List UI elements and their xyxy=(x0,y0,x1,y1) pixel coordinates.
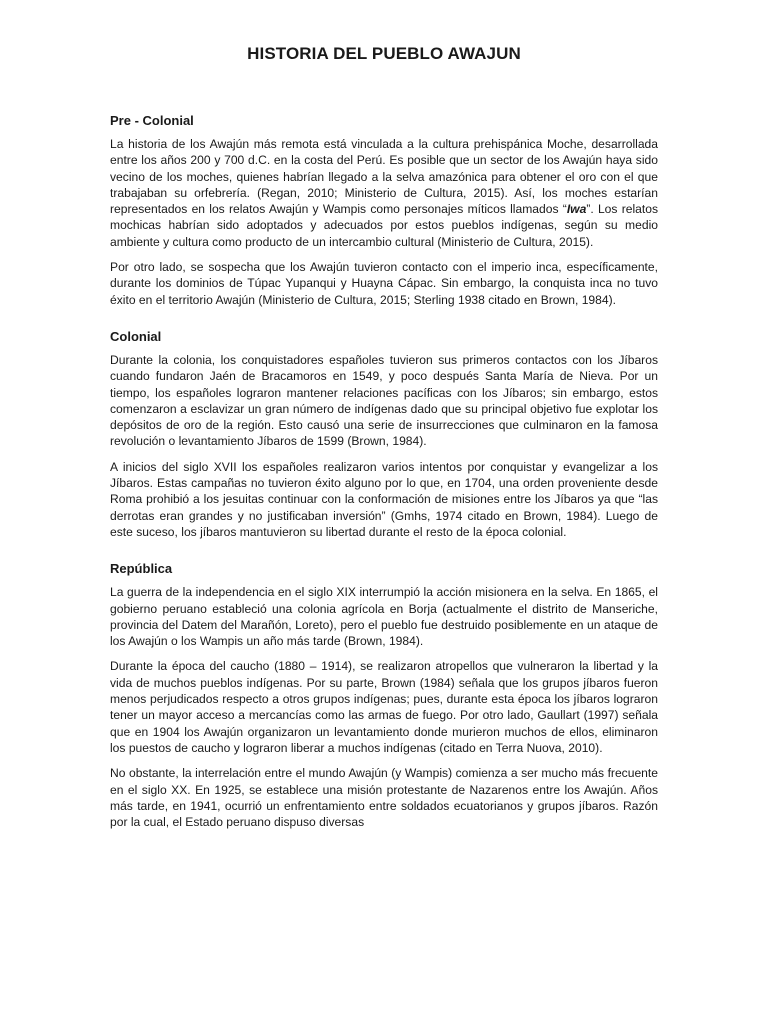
section-heading: Pre - Colonial xyxy=(110,113,194,128)
section-pre-colonial xyxy=(110,112,658,308)
section-heading: República xyxy=(110,561,173,577)
section-heading: Colonial xyxy=(110,328,162,344)
paragraph: A inicios del siglo XVII los españoles realizaron varios intentos por conquistar y evangelizar a los Jíbaros. Estas campañas no tuvieron éxito alguno por lo que, en 1704, una orden proveniente desde Roma prohibió a los jesuitas continuar con la conformación de misiones entre los Jíbaros ya que “las derrotas eran grandes y no justificaban inversión” (Gmhs, 1974 citado en Brown, 1984). Luego de este suceso, los jíbaros mantuvieron su libertad durante el resto de la época colonial. xyxy=(110,459,658,539)
paragraph: La guerra de la independencia en el siglo XIX interrumpió la acción misionera en la selva. En 1865, el gobierno peruano estableció una colonia agrícola en Borja (actualmente el distrito de Manseriche, provincia del Datem del Marañón, Loreto), pero el pueblo fue destruido posiblemente en un ataque de los Awajún o los Wampis un año más tarde (Brown, 1984). xyxy=(110,585,658,649)
paragraph: Durante la época del caucho (1880 – 1914), se realizaron atropellos que vulneraron la libertad y la vida de muchos pueblos indígenas. Por su parte, Brown (1984) señala que los grupos jíbaros fueron menos perjudicados respecto a otros grupos indígenas; pues, durante esta época los jíbaros lograron tener un mayor acceso a mercancías como las armas de fuego. Por otro lado, Gaullart (1997) señala que en 1904 los Awajún organizaron un levantamiento donde murieron muchos de ellos, eliminaron los puestos de caucho y lograron liberar a muchos indígenas (citado en Terra Nuova, 2010). xyxy=(110,659,658,755)
paragraph: No obstante, la interrelación entre el mundo Awajún (y Wampis) comienza a ser mucho más frecuente en el siglo XX. En 1925, se establece una misión protestante de Nazarenos entre los Awajún. Años más tarde, en 1941, ocurrió un enfrentamiento entre soldados ecuatorianos y grupos jíbaros. Razón por la cual, el Estado peruano dispuso diversas xyxy=(110,766,658,830)
section-colonial xyxy=(110,328,658,540)
paragraph-text: ”. Los relatos mochicas habrían sido adoptados y adecuados por estos pueblos indígenas, según su medio ambiente y cultura como producto de un intercambio cultural (Ministerio de Cultura, 2015). xyxy=(110,202,658,249)
section-republica xyxy=(110,560,658,830)
paragraph xyxy=(110,136,658,250)
paragraph: Por otro lado, se sospecha que los Awajún tuvieron contacto con el imperio inca, específicamente, durante los dominios de Túpac Yupanqui y Huayna Cápac. Sin embargo, la conquista inca no tuvo éxito en el territorio Awajún (Ministerio de Cultura, 2015; Sterling 1938 citado en Brown, 1984). xyxy=(110,260,658,307)
emphasized-term: Iwa xyxy=(566,202,587,217)
document-page xyxy=(110,40,658,839)
paragraph: Durante la colonia, los conquistadores españoles tuvieron sus primeros contactos con los Jíbaros cuando fundaron Jaén de Bracamoros en 1549, y poco después Santa María de Nieva. Por un tiempo, los españoles lograron mantener relaciones pacíficas con los Jíbaros; sin embargo, estos comenzaron a esclavizar un gran número de indígenas dado que su principal objetivo fue explotar los depósitos de oro de la región. Esto causó una serie de insurrecciones que culminaron en la famosa revolución o levantamiento Jíbaros de 1599 (Brown, 1984). xyxy=(110,352,658,449)
document-title: HISTORIA DEL PUEBLO AWAJUN xyxy=(247,44,521,63)
paragraph-text: La historia de los Awajún más remota está vinculada a la cultura prehispánica Moche, desarrollada entre los años 200 y 700 d.C. en la costa del Perú. Es posible que un sector de los Awajún haya sido vecino de los moches, quienes habrían llegado a la selva amazónica para obtener el oro con el que trabajaban su orfebrería. (Regan, 2010; Ministerio de Cultura, 2015). Así, los moches estarían representados en los relatos Awajún y Wampis como personajes míticos llamados “ xyxy=(110,137,658,217)
